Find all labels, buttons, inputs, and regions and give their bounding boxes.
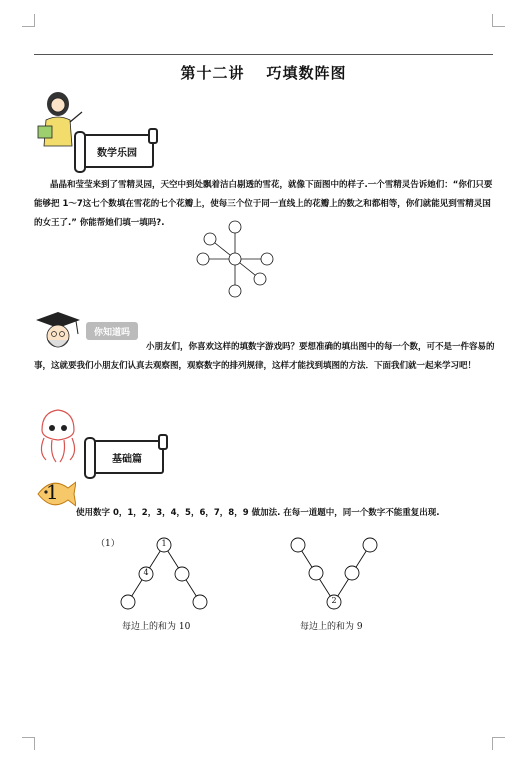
snowflake-node-bottom	[229, 285, 241, 297]
right-node-bottom-value: 2	[331, 596, 337, 605]
right-node-mid-left	[309, 566, 323, 580]
know-paragraph: 小朋友们，你喜欢这样的填数字游戏吗？要想准确的填出图中的每一个数，可不是一件容易的事，这就要我们小朋友们认真去观察图，观察数字的排列规律，这样才能找到填图的方法．下面我们就一起来学习吧！	[34, 342, 495, 371]
figure-right-caption: 每边上的和为 9	[300, 622, 363, 632]
left-node-bottom-left	[121, 595, 135, 609]
crop-mark-top-left	[22, 14, 35, 27]
exercise-number: 1	[46, 480, 59, 504]
snowflake-diagram	[190, 218, 280, 300]
title-topic: 巧填数阵图	[266, 64, 347, 82]
squid-illustration	[32, 408, 84, 464]
exercise-item-label: （1）	[96, 539, 120, 549]
right-node-top-right	[363, 538, 377, 552]
crop-mark-bottom-left	[22, 737, 35, 750]
snowflake-node-left	[197, 253, 209, 265]
right-node-mid-right	[345, 566, 359, 580]
snowflake-node-top	[229, 221, 241, 233]
figure-left-caption: 每边上的和为 10	[122, 622, 191, 632]
page-title	[0, 62, 527, 83]
title-lecture: 第十二讲	[180, 64, 245, 82]
section-basic-label: 基础篇	[112, 453, 142, 465]
left-node-mid-right	[175, 567, 189, 581]
snowflake-node-right	[261, 253, 273, 265]
header-rule	[34, 54, 493, 55]
left-node-top-value: 1	[161, 539, 167, 548]
left-node-mid-value: 4	[143, 568, 149, 577]
left-node-bottom-right	[193, 595, 207, 609]
snowflake-node-center	[229, 253, 241, 265]
crop-mark-top-right	[492, 14, 505, 27]
right-node-top-left	[291, 538, 305, 552]
intro-paragraph: 晶晶和莹莹来到了雪精灵园，天空中到处飘着洁白剔透的雪花，就像下面图中的样子.一个雪精灵告诉她们：“你们只要能够把 1～7这七个数填在雪花的七个花瓣上，使每三个位于同一直线上的花瓣上的数之和都相等，你们就能见到雪精灵国的女王了.” 你能帮她们填一填吗?.	[34, 180, 493, 228]
snowflake-node-upper-left	[204, 233, 216, 245]
crop-mark-bottom-right	[492, 737, 505, 750]
section-fun-label: 数学乐园	[97, 147, 137, 159]
section-fun-banner	[80, 134, 154, 168]
snowflake-node-lower-right	[254, 273, 266, 285]
section-know-label: 你知道吗	[93, 327, 130, 338]
exercise-instruction: 使用数字 0，1，2，3，4，5，6，7，8，9 做加法. 在每一道题中，同一个数字不能重复出现.	[76, 508, 440, 518]
section-basic-banner	[90, 440, 164, 474]
